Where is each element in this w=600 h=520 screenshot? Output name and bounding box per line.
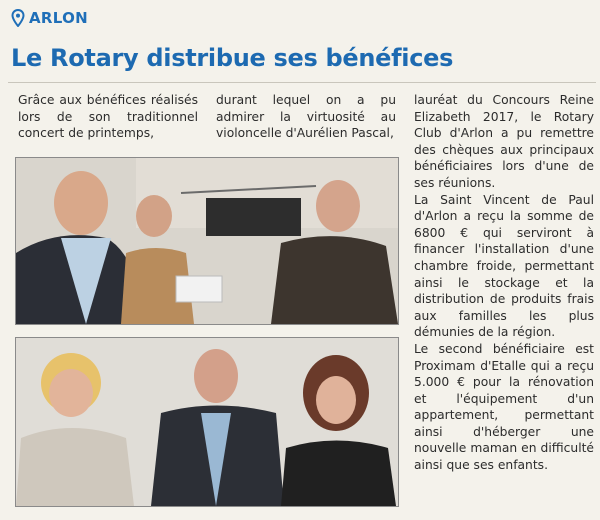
photo-beneficiaries (15, 337, 399, 507)
locality-label: ARLON (29, 9, 88, 27)
column-2-text: durant lequel on a pu admirer la virtuosité au violoncelle d'Aurélien Pascal, (216, 93, 396, 141)
article-column-3 (414, 92, 594, 474)
column-1-text: Grâce aux bénéfices réalisés lors de son traditionnel concert de printemps, (18, 93, 198, 141)
article-headline: Le Rotary distribue ses bénéfices (11, 44, 454, 72)
column-3-paragraph-1: lauréat du Concours Reine Elizabeth 2017, le Rotary Club d'Arlon a pu remettre des chèques aux principaux bénéficiaires lors d'une de ses réunions. (414, 93, 594, 190)
column-3-paragraph-2: La Saint Vincent de Paul d'Arlon a reçu la somme de 6800 € qui serviront à financer l'installation d'une chambre froide, permettant ainsi le stockage et la distribution de produits frais aux familles les plus démunies de la région. (414, 192, 594, 340)
article-column-2 (216, 92, 396, 142)
locality-tag (11, 9, 88, 27)
map-pin-icon (11, 9, 25, 27)
article-column-1 (18, 92, 198, 142)
photo-cheque-handover (15, 157, 399, 325)
headline-divider (8, 82, 596, 83)
column-3-paragraph-3: Le second bénéficiaire est Proximam d'Etalle qui a reçu 5.000 € pour la rénovation et l'équipement d'un appartement, permettant ainsi d'héberger une nouvelle maman en difficulté ainsi que ses enfants. (414, 341, 594, 473)
